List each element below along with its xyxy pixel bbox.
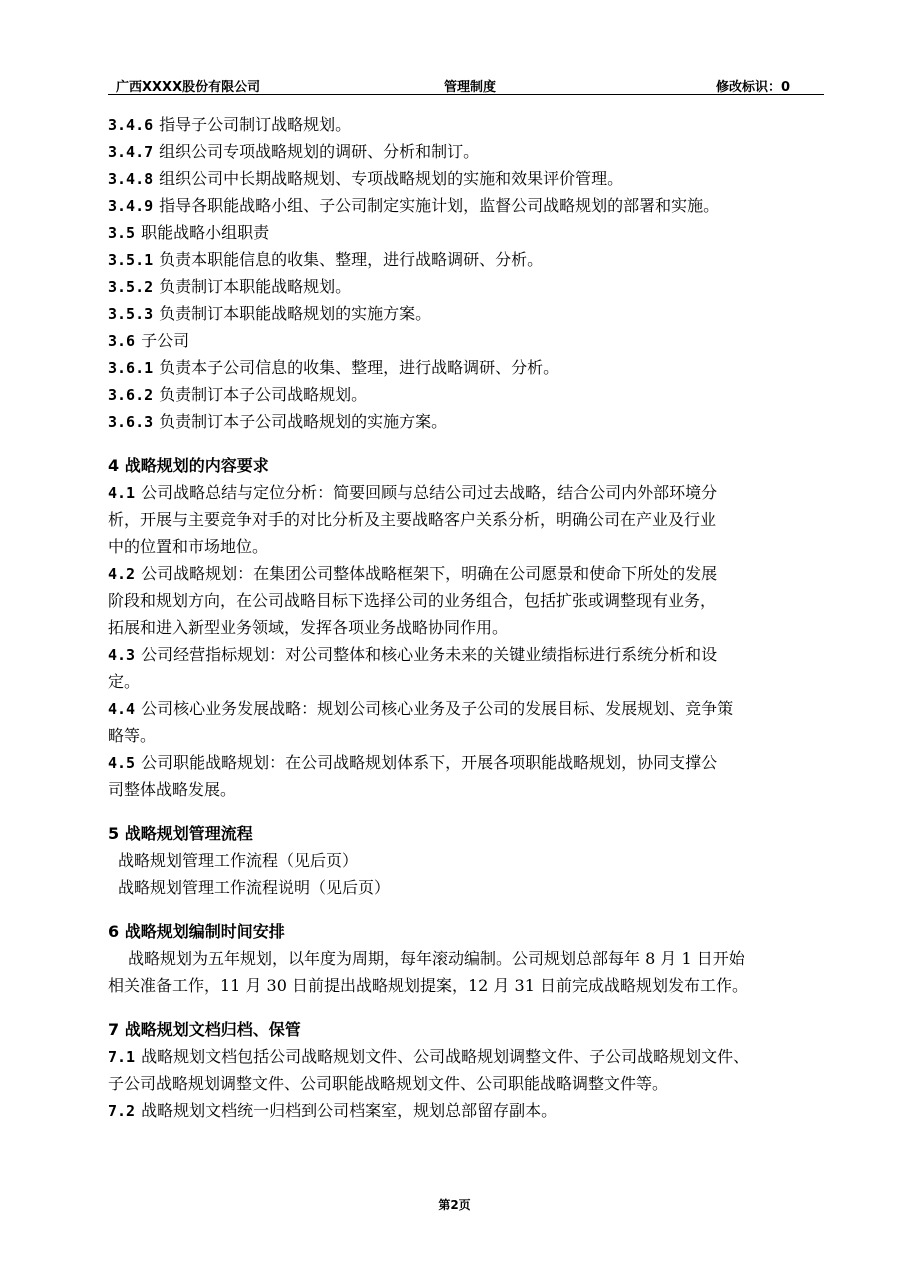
clause-number: 3.4.9 [108,197,154,215]
clause-text: 指导子公司制订战略规划。 [159,115,352,134]
clause-3-5-2 [108,273,828,300]
section-4-heading: 4 战略规划的内容要求 [108,456,269,475]
clause-number: 3.5 [108,224,136,242]
clause-3-5 [108,219,828,246]
clause-4-1 [108,479,828,506]
clause-number: 3.6.1 [108,359,154,377]
clause-3-4-7 [108,138,828,165]
section-7-heading: 7 战略规划文档归档、保管 [108,1020,301,1039]
header-company: 广西XXXX股份有限公司 [116,80,261,95]
clause-3-4-9 [108,192,828,219]
clause-text: 负责本子公司信息的收集、整理，进行战略调研、分析。 [159,358,560,377]
clause-text: 负责制订本职能战略规划的实施方案。 [159,304,432,323]
clause-text: 职能战略小组职责 [141,223,270,242]
clause-number: 3.4.6 [108,116,154,134]
clause-4-2-cont: 拓展和进入新型业务领域，发挥各项业务战略协同作用。 [108,618,509,637]
clause-number: 3.5.3 [108,305,154,323]
clause-number: 7.1 [108,1048,136,1066]
clause-7-1-cont: 子公司战略规划调整文件、公司职能战略规划文件、公司职能战略调整文件等。 [108,1074,669,1093]
section-6-text-cont: 相关准备工作，11 月 30 日前提出战略规划提案，12 月 31 日前完成战略规划发布工作。 [108,976,748,995]
section-6-heading: 6 战略规划编制时间安排 [108,922,285,941]
page-header [108,74,824,95]
clause-text: 战略规划文档包括公司战略规划文件、公司战略规划调整文件、子公司战略规划文件、 [141,1047,750,1066]
clause-4-1-cont: 析，开展与主要竞争对手的对比分析及主要战略客户关系分析，明确公司在产业及行业 [108,510,717,529]
process-item: 战略规划管理工作流程（见后页） [118,851,359,870]
process-item: 战略规划管理工作流程说明（见后页） [118,878,391,897]
clause-4-4-cont: 略等。 [108,726,157,745]
clause-number: 4.4 [108,700,136,718]
clause-text: 公司战略总结与定位分析：简要回顾与总结公司过去战略，结合公司内外部环境分 [141,483,718,502]
clause-text: 战略规划文档统一归档到公司档案室，规划总部留存副本。 [141,1101,558,1120]
clause-text: 负责制订本子公司战略规划的实施方案。 [159,412,448,431]
clause-3-6-1 [108,354,828,381]
clause-3-4-6 [108,111,828,138]
clause-7-2 [108,1097,828,1124]
page-number: 第2页 [438,1198,471,1212]
clause-4-5 [108,749,828,776]
clause-4-2-cont: 阶段和规划方向，在公司战略目标下选择公司的业务组合，包括扩张或调整现有业务， [108,591,717,610]
clause-3-5-3 [108,300,828,327]
section-6-text: 战略规划为五年规划，以年度为周期，每年滚动编制。公司规划总部每年 8 月 1 日开始 [128,949,745,968]
clause-4-3-cont: 定。 [108,672,141,691]
clause-number: 4.3 [108,646,136,664]
section-5-heading: 5 战略规划管理流程 [108,824,253,843]
clause-3-6-3 [108,408,828,435]
header-revision: 修改标识：0 [715,80,790,95]
clause-3-6-2 [108,381,828,408]
clause-number: 4.5 [108,754,136,772]
clause-7-1 [108,1043,828,1070]
clause-4-3 [108,641,828,668]
clause-number: 3.5.1 [108,251,154,269]
clause-number: 3.4.8 [108,170,154,188]
document-body [108,111,828,1124]
clause-number: 3.6.2 [108,386,154,404]
clause-4-2 [108,560,828,587]
clause-4-4 [108,695,828,722]
clause-text: 子公司 [141,331,190,350]
clause-text: 公司经营指标规划：对公司整体和核心业务未来的关键业绩指标进行系统分析和设 [141,645,718,664]
clause-text: 组织公司专项战略规划的调研、分析和制订。 [159,142,480,161]
clause-number: 4.2 [108,565,136,583]
clause-3-5-1 [108,246,828,273]
clause-text: 负责本职能信息的收集、整理，进行战略调研、分析。 [159,250,544,269]
clause-text: 公司职能战略规划：在公司战略规划体系下，开展各项职能战略规划，协同支撑公 [141,753,718,772]
clause-number: 7.2 [108,1102,136,1120]
clause-text: 公司战略规划：在集团公司整体战略框架下，明确在公司愿景和使命下所处的发展 [141,564,718,583]
clause-text: 负责制订本职能战略规划。 [159,277,352,296]
clause-number: 3.4.7 [108,143,154,161]
clause-3-4-8 [108,165,828,192]
clause-number: 3.6 [108,332,136,350]
clause-4-5-cont: 司整体战略发展。 [108,780,237,799]
header-doc-type: 管理制度 [444,80,497,95]
clause-4-1-cont: 中的位置和市场地位。 [108,537,269,556]
clause-3-6 [108,327,828,354]
clause-number: 3.5.2 [108,278,154,296]
clause-text: 组织公司中长期战略规划、专项战略规划的实施和效果评价管理。 [159,169,624,188]
clause-text: 指导各职能战略小组、子公司制定实施计划，监督公司战略规划的部署和实施。 [159,196,720,215]
clause-number: 3.6.3 [108,413,154,431]
clause-text: 负责制订本子公司战略规划。 [159,385,368,404]
clause-number: 4.1 [108,484,136,502]
clause-text: 公司核心业务发展战略：规划公司核心业务及子公司的发展目标、发展规划、竞争策 [141,699,734,718]
